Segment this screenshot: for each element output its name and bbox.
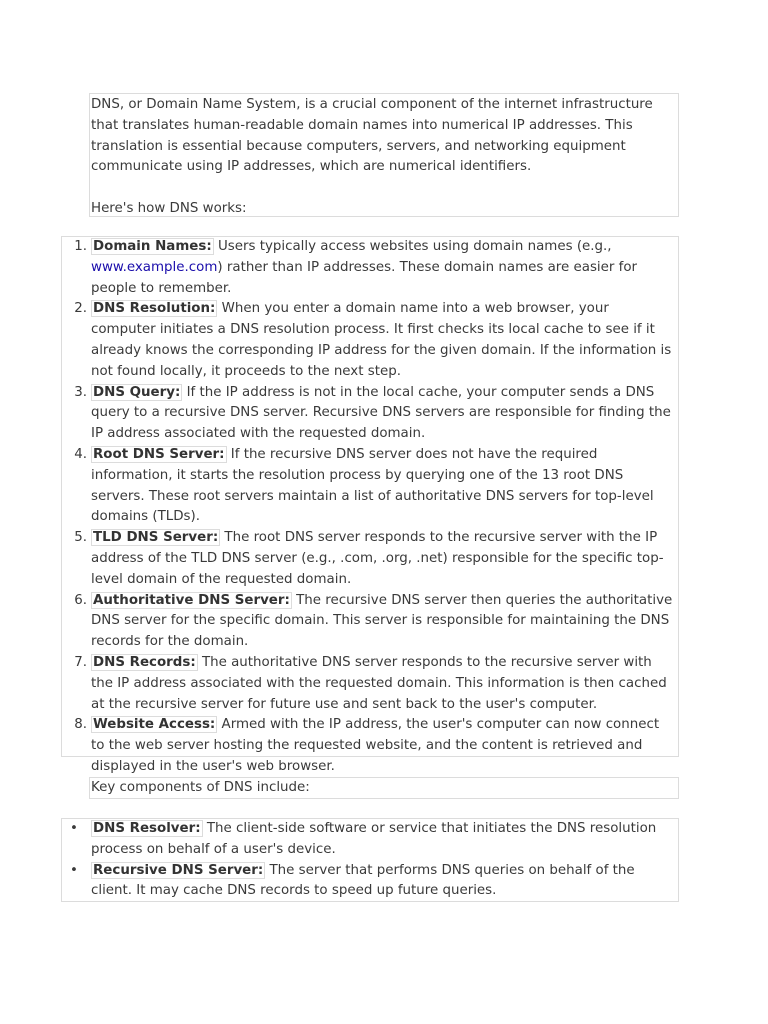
step-item bbox=[74, 237, 678, 299]
component-term: Recursive DNS Server: bbox=[93, 862, 264, 878]
step-number: 8. bbox=[74, 717, 87, 733]
step-text: The authoritative DNS server responds to the recursive server with the IP address associated with the requested domain. This information is then cached at the recursive server for future use and sent back to the user's computer. bbox=[91, 654, 667, 712]
intro-lead: Here's how DNS works: bbox=[91, 200, 247, 216]
step-number: 7. bbox=[74, 654, 87, 670]
component-text: The client-side software or service that initiates the DNS resolution process on behalf of a user's device. bbox=[91, 821, 657, 857]
step-number: 1. bbox=[74, 239, 87, 254]
component-item bbox=[70, 861, 678, 903]
step-term: Authoritative DNS Server: bbox=[93, 592, 290, 608]
intro-paragraph: DNS, or Domain Name System, is a crucial component of the internet infrastructure that translates human-readable domain names into numerical IP addresses. This translation is essential because computers, servers, and networking equipment communicate using IP addresses, which are numerical identifiers. bbox=[91, 97, 653, 175]
intro-section bbox=[89, 93, 679, 217]
step-item bbox=[74, 383, 678, 445]
example-link[interactable]: www.example.com bbox=[91, 259, 218, 275]
components-list bbox=[62, 819, 678, 902]
component-item bbox=[70, 819, 678, 861]
step-number: 3. bbox=[74, 384, 87, 400]
step-number: 6. bbox=[74, 592, 87, 608]
step-text: When you enter a domain name into a web browser, your computer initiates a DNS resolution process. It first checks its local cache to see if it already knows the corresponding IP address for the given domain. If the information is not found locally, it proceeds to the next step. bbox=[91, 301, 672, 379]
step-term: Root DNS Server: bbox=[93, 446, 225, 462]
component-term: DNS Resolver: bbox=[93, 821, 201, 836]
component-text: The server that performs DNS queries on behalf of the client. It may cache DNS records to speed up future queries. bbox=[91, 862, 635, 899]
step-item bbox=[74, 528, 678, 590]
step-number: 2. bbox=[74, 301, 87, 317]
step-item bbox=[74, 715, 678, 777]
step-item bbox=[74, 591, 678, 653]
bullet-icon: • bbox=[70, 821, 78, 836]
step-term: TLD DNS Server: bbox=[93, 530, 219, 546]
step-item bbox=[74, 299, 678, 382]
step-term: DNS Resolution: bbox=[93, 301, 216, 317]
step-number: 5. bbox=[74, 530, 87, 546]
paragraph-gap bbox=[91, 178, 678, 199]
step-term: Website Access: bbox=[93, 717, 216, 733]
key-components-heading-box bbox=[89, 777, 679, 799]
step-text: ) rather than IP addresses. These domain names are easier for people to remember. bbox=[91, 259, 638, 296]
step-term: DNS Records: bbox=[93, 654, 196, 670]
step-text: If the recursive DNS server does not have the required information, it starts the resolution process by querying one of the 13 root DNS servers. These root servers maintain a list of authoritative DNS servers for top-level domains (TLDs). bbox=[91, 446, 654, 525]
step-term: DNS Query: bbox=[93, 384, 181, 400]
step-number: 4. bbox=[74, 446, 87, 462]
steps-list bbox=[62, 237, 678, 778]
steps-section bbox=[61, 236, 679, 774]
components-section bbox=[61, 818, 679, 902]
step-item bbox=[74, 445, 678, 528]
step-text: Armed with the IP address, the user's computer can now connect to the web server hosting the requested website, and the content is retrieved and displayed in the user's web browser. bbox=[91, 717, 660, 774]
key-components-intro: Key components of DNS include: bbox=[91, 780, 310, 795]
step-text: The root DNS server responds to the recursive server with the IP address of the TLD DNS server (e.g., .com, .org, .net) responsible for the specific top-level domain of the requested domain. bbox=[91, 530, 664, 587]
step-item bbox=[74, 653, 678, 715]
step-text: If the IP address is not in the local cache, your computer sends a DNS query to a recursive DNS server. Recursive DNS servers are responsible for finding the IP address associated with the requested domain. bbox=[91, 384, 671, 442]
step-text: Users typically access websites using domain names (e.g., bbox=[213, 239, 612, 254]
step-term: Domain Names: bbox=[93, 239, 212, 254]
bullet-icon: • bbox=[70, 862, 78, 878]
step-text: The recursive DNS server then queries the authoritative DNS server for the specific domain. This server is responsible for maintaining the DNS records for the domain. bbox=[91, 592, 673, 650]
